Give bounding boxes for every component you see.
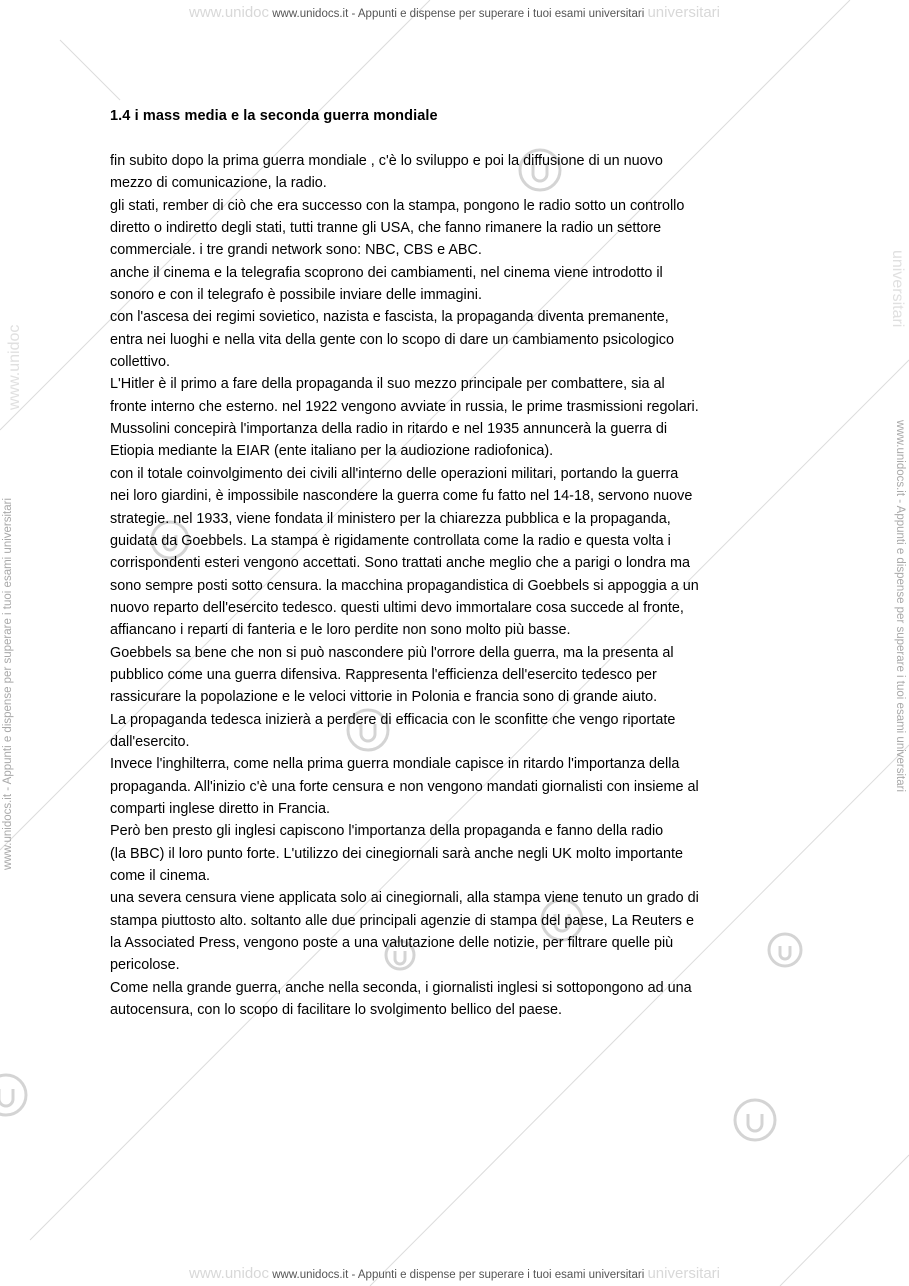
left-side-banner[interactable]: www.unidocs.it - Appunti e dispense per superare i tuoi esami universitari: [2, 497, 14, 870]
header-faint-prefix: www.unidoc: [188, 4, 270, 21]
body-text-line: guidata da Goebbels. La stampa è rigidamente controllata come la radio e questa volta i: [110, 532, 671, 549]
header-faint-suffix: universitari: [647, 4, 720, 21]
body-text-line: autocensura, con lo scopo di facilitare lo svolgimento bellico del paese.: [110, 1002, 562, 1019]
body-text-line: dall'esercito.: [110, 733, 190, 750]
body-text-line: pubblico come una guerra difensiva. Rappresenta l'efficienza dell'esercito tedesco per: [110, 666, 657, 683]
body-text-line: comparti inglese diretto in Francia.: [110, 800, 330, 817]
body-text-line: La propaganda tedesca inizierà a perdere di efficacia con le sconfitte che vengo riportate: [110, 711, 676, 728]
body-text-line: affiancano i reparti di fanteria e le loro perdite non sono molto più basse.: [110, 622, 571, 639]
header-banner-text[interactable]: www.unidocs.it - Appunti e dispense per superare i tuoi esami universitari: [272, 8, 645, 20]
body-text-line: commerciale. i tre grandi network sono: NBC, CBS e ABC.: [110, 242, 482, 259]
body-text-line: sono sempre posti sotto censura. la macchina propagandistica di Goebbels si appoggia a un: [110, 577, 699, 594]
body-text-line: Però ben presto gli inglesi capiscono l'importanza della propaganda e fanno della radio: [110, 823, 664, 840]
body-text-line: rassicurare la popolazione e le veloci vittorie in Polonia e francia sono di grande aiuto.: [110, 689, 658, 706]
body-text-line: propaganda. All'inizio c'è una forte censura e non vengono mandati giornalisti con insieme al: [110, 778, 699, 795]
body-text-line: con il totale coinvolgimento dei civili all'interno delle operazioni militari, portando la guerra: [110, 465, 679, 482]
body-text-line: collettivo.: [110, 354, 170, 371]
footer-banner-text[interactable]: www.unidocs.it - Appunti e dispense per superare i tuoi esami universitari: [272, 1269, 645, 1281]
body-text-line: Come nella grande guerra, anche nella seconda, i giornalisti inglesi si sottopongono ad una: [110, 979, 692, 996]
body-text-line: sonoro e con il telegrafo è possibile inviare delle immagini.: [110, 287, 482, 304]
body-text-line: una severa censura viene applicata solo ai cinegiornali, alla stampa viene tenuto un grado di: [110, 890, 699, 907]
body-text-line: strategie. nel 1933, viene fondata il ministero per la chiarezza pubblica e la propaganda,: [110, 510, 671, 527]
body-text-line: pericolose.: [110, 957, 180, 974]
body-text-line: diretto o indiretto degli stati, tutti tranne gli USA, che fanno rimanere la radio un settore: [110, 220, 662, 237]
document-body: [110, 150, 810, 1021]
footer-faint-suffix: universitari: [647, 1265, 720, 1282]
body-text-line: Invece l'inghilterra, come nella prima guerra mondiale capisce in ritardo l'importanza della: [110, 756, 680, 773]
body-text-line: fin subito dopo la prima guerra mondiale , c'è lo sviluppo e poi la diffusione di un nuovo: [110, 153, 663, 169]
footer-faint-prefix: www.unidoc: [188, 1265, 270, 1282]
header-banner[interactable]: [0, 4, 909, 21]
right-side-banner[interactable]: www.unidocs.it - Appunti e dispense per superare i tuoi esami universitari: [894, 420, 906, 793]
body-text-line: con l'ascesa dei regimi sovietico, nazista e fascista, la propaganda diventa premanente,: [110, 309, 669, 326]
body-text-line: corrispondenti esteri vengono accettati. Sono trattati anche meglio che a parigi o londra ma: [110, 555, 690, 572]
body-text-line: Mussolini concepirà l'importanza della radio in ritardo e nel 1935 annuncerà la guerra di: [110, 421, 668, 438]
body-text-line: (la BBC) il loro punto forte. L'utilizzo dei cinegiornali sarà anche negli UK molto importante: [110, 845, 684, 862]
footer-banner[interactable]: [0, 1265, 909, 1282]
body-text-line: stampa piuttosto alto. soltanto alle due principali agenzie di stampa del paese, La Reuters e: [110, 912, 694, 929]
body-text-line: Etiopia mediante la EIAR (ente italiano per la audiozione radiofonica).: [110, 443, 554, 460]
right-faint-watermark: universitari: [889, 250, 906, 328]
body-text-line: L'Hitler è il primo a fare della propaganda il suo mezzo principale per combattere, sia al: [110, 376, 665, 393]
left-faint-watermark: www.unidoc: [6, 324, 23, 410]
body-text-line: la Associated Press, vengono poste a una valutazione delle notizie, per filtrare quelle più: [110, 935, 674, 952]
body-text-line: gli stati, rember di ciò che era successo con la stampa, pongono le radio sotto un controllo: [110, 197, 685, 214]
body-text-line: come il cinema.: [110, 868, 210, 884]
body-text-line: Goebbels sa bene che non si può nascondere più l'orrore della guerra, ma la presenta al: [110, 644, 674, 661]
document-title: 1.4 i mass media e la seconda guerra mondiale: [110, 108, 438, 124]
body-text-line: anche il cinema e la telegrafia scoprono dei cambiamenti, nel cinema viene introdotto il: [110, 264, 663, 281]
body-text-line: mezzo di comunicazione, la radio.: [110, 175, 327, 192]
body-text-line: entra nei luoghi e nella vita della gente con lo scopo di dare un cambiamento psicologico: [110, 331, 674, 348]
body-text-line: nei loro giardini, è impossibile nascondere la guerra come fu fatto nel 14-18, servono nuove: [110, 488, 693, 505]
document-content: [110, 108, 810, 1021]
body-text-line: nuovo reparto dell'esercito tedesco. questi ultimi devo immortalare cosa succede al fronte,: [110, 599, 684, 616]
body-text-line: fronte interno che esterno. nel 1922 vengono avviate in russia, le prime trasmissioni regolari.: [110, 398, 699, 415]
